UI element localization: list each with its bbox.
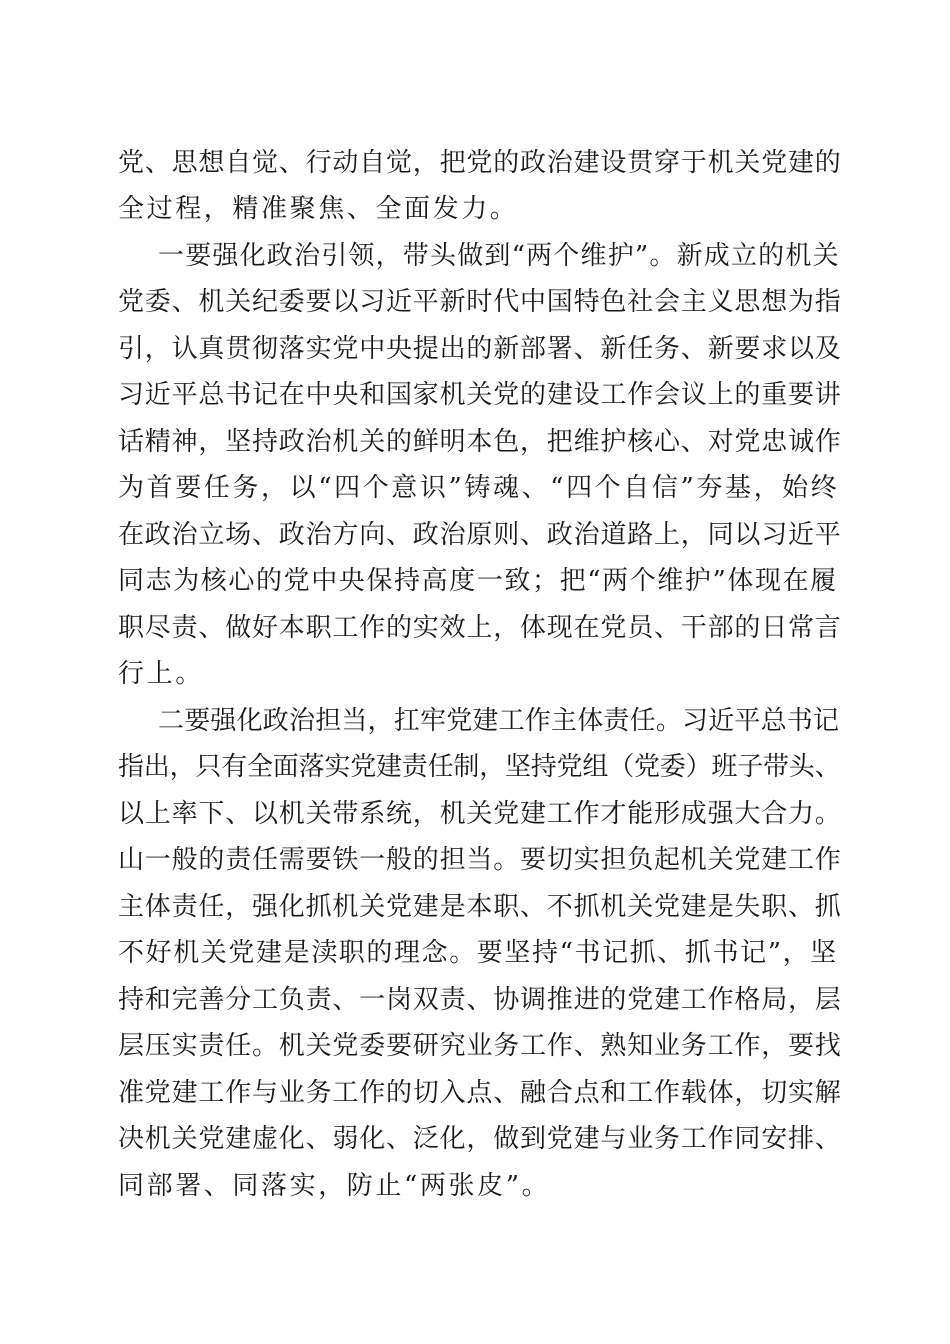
text-line: 层压实责任。机关党委要研究业务工作、熟知业务工作，要找	[118, 1031, 842, 1061]
text-line: 党、思想自觉、行动自觉，把党的政治建设贯穿于机关党建的	[118, 148, 842, 178]
text-line: 以上率下、以机关带系统，机关党建工作才能形成强大合力。	[118, 799, 842, 829]
text-line: 为首要任务，以“四个意识”铸魂、“四个自信”夯基，始终	[118, 473, 840, 503]
text-line: 引，认真贯彻落实党中央提出的新部署、新任务、新要求以及	[118, 334, 842, 364]
text-line: 山一般的责任需要铁一般的担当。要切实担负起机关党建工作	[118, 845, 842, 875]
text-line: 同志为核心的党中央保持高度一致；把“两个维护”体现在履	[118, 566, 838, 596]
text-line: 在政治立场、政治方向、政治原则、政治道路上，同以习近平	[118, 520, 842, 550]
text-line: 准党建工作与业务工作的切入点、融合点和工作载体，切实解	[118, 1078, 842, 1108]
text-line: 持和完善分工负责、一岗双责、协调推进的党建工作格局，层	[118, 985, 842, 1015]
text-line: 行上。	[118, 659, 204, 689]
text-line: 全过程，精准聚焦、全面发力。	[118, 194, 519, 224]
text-line: 主体责任，强化抓机关党建是本职、不抓机关党建是失职、抓	[118, 892, 842, 922]
text-line: 不好机关党建是渎职的理念。要坚持“书记抓、抓书记”，坚	[118, 938, 838, 968]
paragraph-2-start: 二要强化政治担当，扛牢党建工作主体责任。习近平总书记	[158, 706, 840, 736]
text-line: 决机关党建虚化、弱化、泛化，做到党建与业务工作同安排、	[118, 1124, 842, 1154]
text-line: 职尽责、做好本职工作的实效上，体现在党员、干部的日常言	[118, 613, 842, 643]
text-line: 同部署、同落实，防止“两张皮”。	[118, 1171, 551, 1201]
text-line: 指出，只有全面落实党建责任制，坚持党组（党委）班子带头、	[118, 752, 841, 782]
text-line: 话精神，坚持政治机关的鲜明本色，把维护核心、对党忠诚作	[118, 427, 842, 457]
text-line: 党委、机关纪委要以习近平新时代中国特色社会主义思想为指	[118, 287, 842, 317]
paragraph-1-start: 一要强化政治引领，带头做到“两个维护”。新成立的机关	[158, 241, 840, 271]
text-line: 习近平总书记在中央和国家机关党的建设工作会议上的重要讲	[118, 380, 842, 410]
